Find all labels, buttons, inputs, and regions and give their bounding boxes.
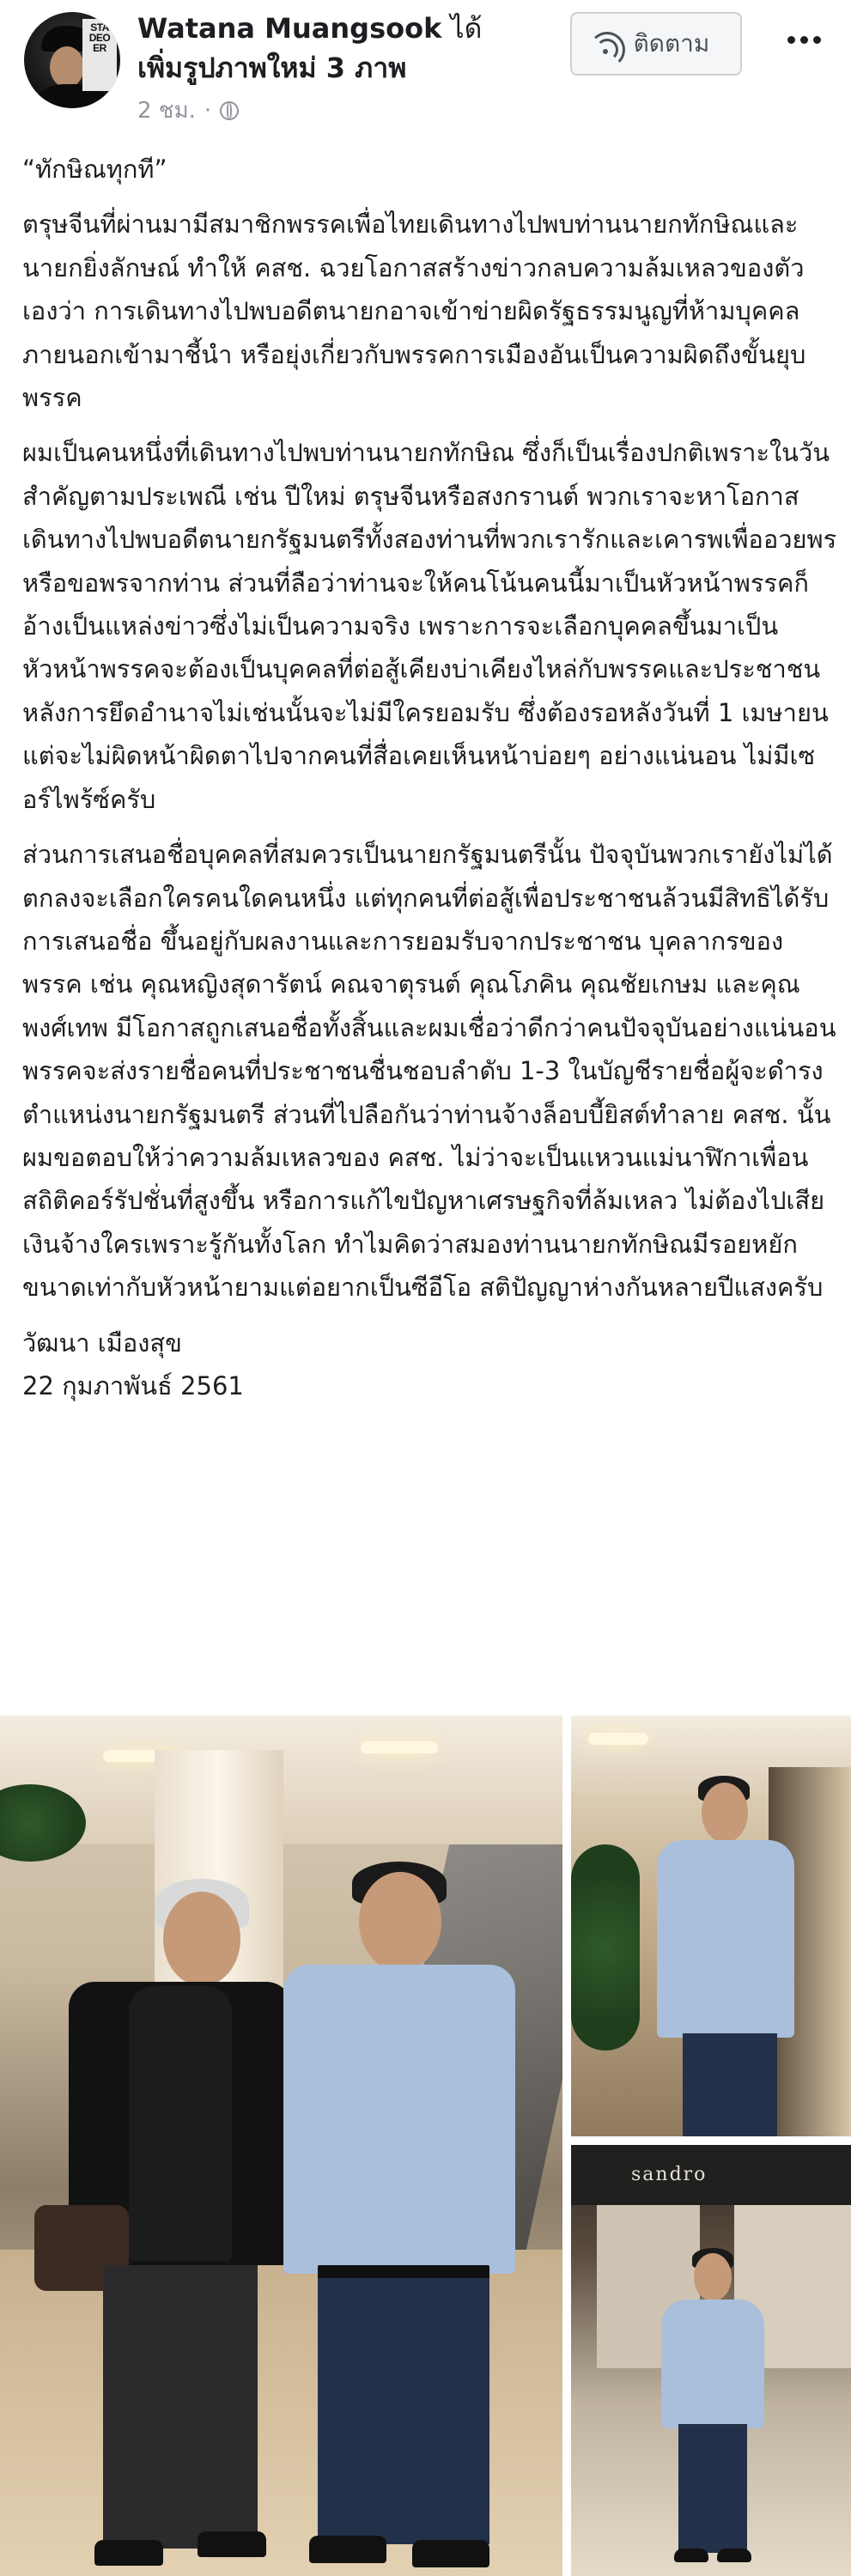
follow-label: ติดตาม <box>633 29 710 58</box>
post-paragraph: ตรุษจีนที่ผ่านมามีสมาชิกพรรคเพื่อไทยเดินทางไปพบท่านนายกทักษิณและนายกยิ่งลักษณ์ ทำให้ คสช. ฉวยโอกาสสร้างข่าวกลบความล้มเหลวของตัวเองว่า การเดินทางไปพบอดีตนายกอาจเข้าข่ายผิดรัฐธรรมนูญที่ห้ามบุคคลภายนอกเข้ามาชี้นำ หรือยุ่งเกี่ยวกับพรรคการเมืองอันเป็นความผิดถึงขั้นยุบพรรค <box>22 210 806 413</box>
more-dot-icon <box>813 36 821 44</box>
rss-icon <box>603 33 623 54</box>
avatar[interactable] <box>24 12 120 108</box>
meta-separator: · <box>204 97 212 124</box>
post-time[interactable]: 2 ชม. <box>137 98 196 124</box>
signature-name: วัฒนา เมืองสุข <box>22 1327 182 1358</box>
post-text <box>22 148 838 1407</box>
person-walking <box>653 2248 773 2566</box>
author-verb: ได้ <box>450 12 483 45</box>
person-left <box>34 1879 292 2566</box>
photo-main[interactable] <box>0 1716 562 2576</box>
person-phone <box>648 1776 803 2136</box>
storefront-header <box>571 2145 851 2205</box>
post-paragraph: “ทักษิณทุกที” <box>22 155 167 184</box>
signature-date: 22 กุมภาพันธ์ 2561 <box>22 1370 244 1400</box>
ceiling-light <box>361 1741 438 1753</box>
ceiling-light <box>588 1733 648 1745</box>
photo-bottom-right[interactable] <box>571 2145 851 2576</box>
post-header <box>0 0 851 146</box>
follow-button[interactable] <box>570 12 742 76</box>
post-action[interactable]: เพิ่มรูปภาพใหม่ 3 ภาพ <box>137 52 407 84</box>
more-options-button[interactable] <box>778 22 830 57</box>
globe-icon[interactable] <box>220 101 239 120</box>
avatar-face <box>50 46 84 88</box>
post-author-line <box>137 9 550 88</box>
christmas-tree <box>571 1844 640 2050</box>
photo-grid <box>0 1716 851 2576</box>
store-sign: sandro <box>631 2164 708 2185</box>
person-right <box>266 1862 524 2566</box>
more-dot-icon <box>800 36 808 44</box>
photo-top-right[interactable] <box>571 1716 851 2136</box>
more-dot-icon <box>787 36 795 44</box>
author-name[interactable]: Watana Muangsook <box>137 12 442 45</box>
post-paragraph: ส่วนการเสนอชื่อบุคคลที่สมควรเป็นนายกรัฐมนตรีนั้น ปัจจุบันพวกเรายังไม่ได้ตกลงจะเลือกใครคนใดคนหนึ่ง แต่ทุกคนที่ต่อสู้เพื่อประชาชนล้วนมีสิทธิได้รับการเสนอชื่อ ขึ้นอยู่กับผลงานและการยอมรับจากประชาชน บุคลากรของพรรค เช่น คุณหญิงสุดารัตน์ คณจาตุรนต์ คุณโภคิน คุณชัยเกษม และคุณพงศ์เทพ มีโอกาสถูกเสนอชื่อทั้งสิ้นและผมเชื่อว่าดีกว่าคนปัจจุบันอย่างแน่นอน พรรคจะส่งรายชื่อคนที่ประชาชนชื่นชอบลำดับ 1-3 ในบัญชีรายชื่อผู้จะดำรงตำแหน่งนายกรัฐมนตรี ส่วนที่ไปลือกันว่าท่านจ้างล็อบบี้ยิสต์ทำลาย คสช. นั้น ผมขอตอบให้ว่าความล้มเหลวของ คสช. ไม่ว่าจะเป็นแหวนแม่นาฬิกาเพื่อน สถิติคอร์รัปชั่นที่สูงขึ้น หรือการแก้ไขปัญหาเศรษฐกิจที่ล้มเหลว ไม่ต้องไปเสียเงินจ้างใครเพราะรู้กันทั้งโลก ทำไมคิดว่าสมองท่านนายกทักษิณมีรอยหยักขนาดเท่ากับหัวหน้ายามแต่อยากเป็นซีอีโอ สติปัญญาห่างกันหลายปีแสงครับ <box>22 840 836 1303</box>
post-meta <box>137 93 239 128</box>
post-paragraph: ผมเป็นคนหนึ่งที่เดินทางไปพบท่านนายกทักษิณ ซึ่งก็เป็นเรื่องปกติเพราะในวันสำคัญตามประเพณี เช่น ปีใหม่ ตรุษจีนหรือสงกรานต์ พวกเราจะหาโอกาสเดินทางไปพบอดีตนายกรัฐมนตรีทั้งสองท่านที่พวกเรารักและเคารพเพื่ออวยพรหรือขอพรจากท่าน ส่วนที่ลือว่าท่านจะให้คนโน้นคนนี้มาเป็นหัวหน้าพรรคก็อ้างเป็นแหล่งข่าวซึ่งไม่เป็นความจริง เพราะการจะเลือกบุคคลขึ้นมาเป็นหัวหน้าพรรคจะต้องเป็นบุคคลที่ต่อสู้เคียงบ่าเคียงไหล่กับพรรคและประชาชนหลังการยึดอำนาจไม่เช่นนั้นจะไม่มีใครยอมรับ ซึ่งต้องรอหลังวันที่ 1 เมษายน แต่จะไม่ผิดหน้าผิดตาไปจากคนที่สื่อเคยเห็นหน้าบ่อยๆ อย่างแน่นอน ไม่มีเซอร์ไพร้ซ์ครับ <box>22 438 837 814</box>
avatar-sign: STA DEO ER <box>82 19 117 91</box>
